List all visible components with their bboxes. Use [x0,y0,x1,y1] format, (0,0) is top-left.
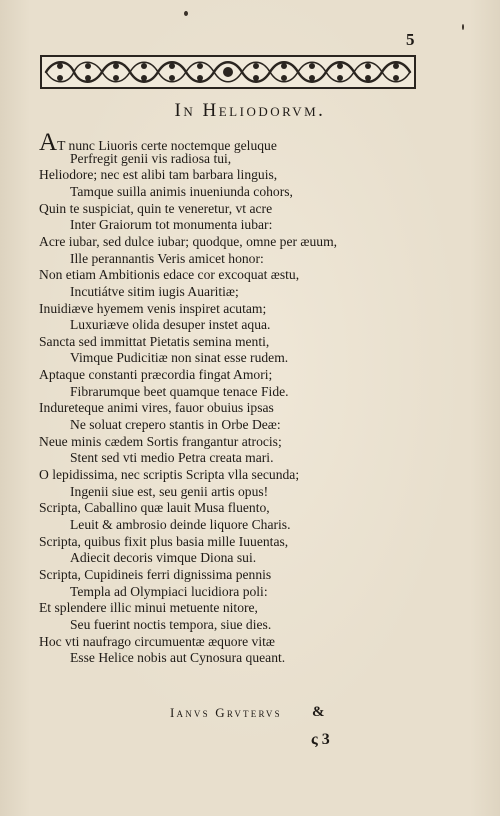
poem-line: Inter Graiorum tot monumenta iubar: [70,217,273,233]
poem-line: Inuidiæve hyemem venis inspiret acutam; [39,300,267,316]
poem-line: Leuit & ambrosio deinde liquore Charis. [70,516,291,532]
poem-line: Luxuriæve olida desuper instet aqua. [70,317,271,333]
poem-line: Neue minis cædem Sortis frangantur atrocis; [39,433,282,449]
poem-line: Indureteque animi vires, fauor obuius ipsas [39,400,274,416]
signature-catchword: & [312,704,325,720]
poem-line: Ille perannantis Veris amicet honor: [70,250,264,266]
drop-cap: A [39,129,58,156]
poem-line: Aptaque constanti præcordia fingat Amori; [39,367,273,383]
poem-line: Ne soluat crepero stantis in Orbe Deæ: [70,417,281,433]
poem-line: Scripta, Cupidineis ferri dignissima pennis [39,566,272,582]
poem-line: Stent sed vti medio Petra creata mari. [70,450,274,466]
poem-line: Incutiátve sitim iugis Auaritiæ; [70,283,239,299]
poem-title: In Heliodorvm. [174,100,326,121]
poem-line: Ingenii siue est, seu genii artis opus! [70,483,269,499]
author-signature: Ianvs Grvtervs [170,705,282,720]
poem-line: Tamque suilla animis inueniunda cohors, [70,183,293,199]
poem-line-text: T nunc Liuoris certe noctemque geluque [57,138,277,153]
poem-line: Adiecit decoris vimque Diona sui. [70,550,257,566]
poem-line: Scripta, quibus fixit plus basia mille Iuuentas, [39,533,289,549]
headpiece-ornament [40,55,416,89]
poem-line: Hoc vti naufrago circumuentæ æquore vitæ [39,633,275,649]
ink-speck [184,11,188,16]
poem-line: Non etiam Ambitionis edace cor excoquat æstu, [39,267,300,283]
poem-line: O lepidissima, nec scriptis Scripta vlla secunda; [39,467,300,482]
signature-mark: ς 3 [311,731,330,748]
poem-line: Acre iubar, sed dulce iubar; quodque, omne per æuum, [39,233,338,249]
poem-line: Heliodore; nec est alibi tam barbara linguis, [39,167,278,183]
poem-line: Templa ad Olympiaci lucidiora poli: [70,583,268,599]
poem-line: Perfregit genii vis radiosa tui, [70,150,232,166]
poem-line: Esse Helice nobis aut Cynosura queant. [70,650,286,666]
poem-line: Sancta sed immittat Pietatis semina menti, [39,333,270,349]
page-number: 5 [406,30,415,49]
poem-line: Et splendere illic minui metuente nitore, [39,600,258,616]
poem-line: Vimque Pudicitiæ non sinat esse rudem. [70,350,289,366]
poem-line: Fibrarumque beet quamque tenace Fide. [70,383,289,399]
poem-line: Quin te suspiciat, quin te veneretur, vt acre [39,200,273,216]
poem-line: Seu fuerint noctis tempora, siue dies. [70,616,272,632]
ink-speck [462,24,464,30]
poem-line: Scripta, Caballino quæ lauit Musa fluento, [39,500,270,516]
